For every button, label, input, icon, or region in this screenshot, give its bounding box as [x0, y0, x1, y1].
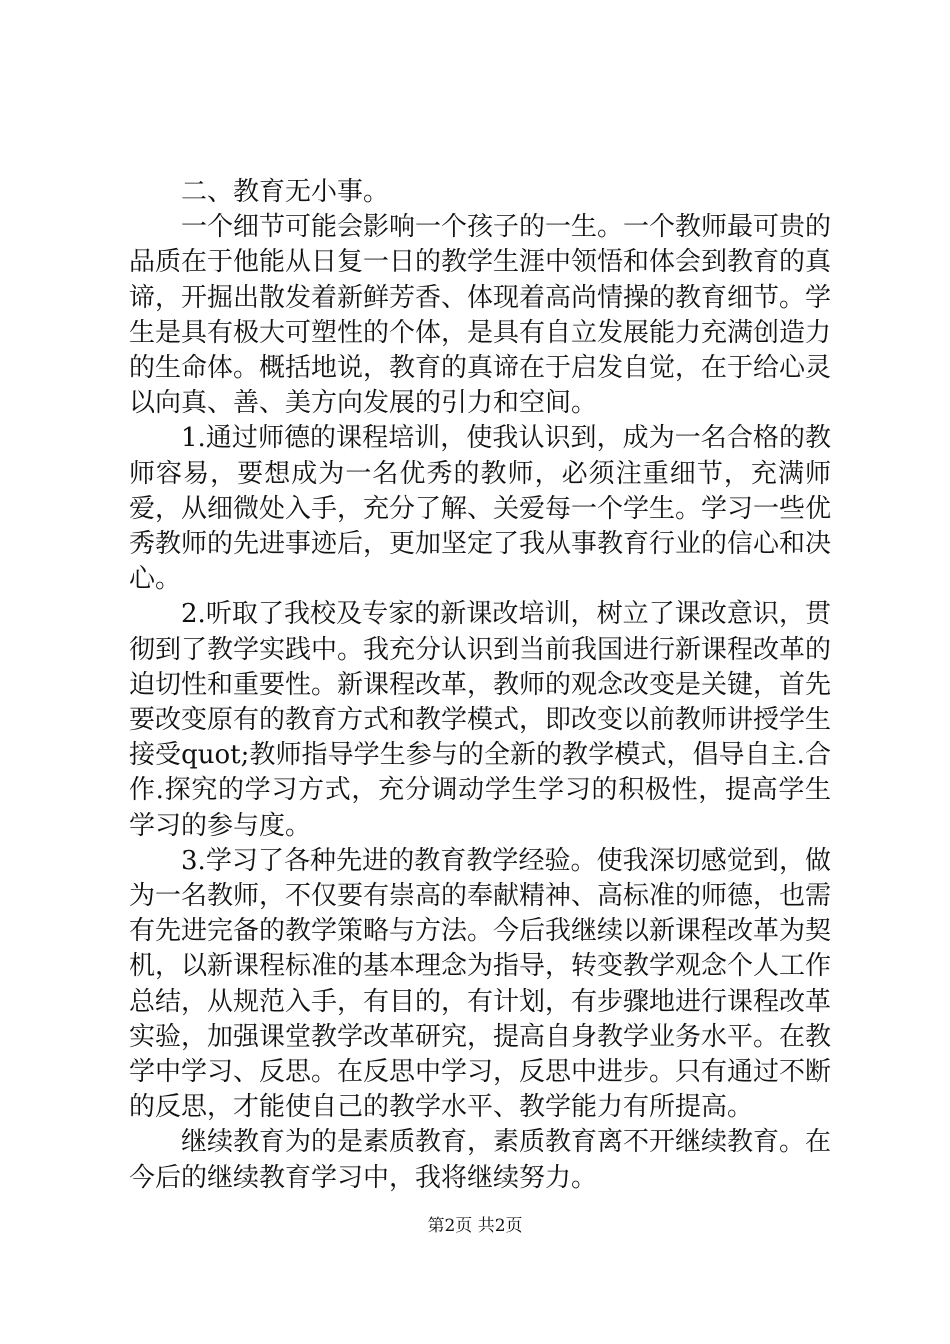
section-heading: 二、教育无小事。 — [181, 177, 390, 207]
paragraph-point-3: 3.学习了各种先进的教育教学经验。使我深切感觉到，做为一名教师，不仅要有崇高的奉献精神、高标准的师德，也需有先进完备的教学策略与方法。今后我继续以新课程改革为契机，以新课程标准的基本理念为指导，转变教学观念个人工作总结，从规范入手，有目的，有计划，有步骤地进行课程改革实验，加强课堂教学改革研究，提高自身教学业务水平。在教学中学习、反思。在反思中学习，反思中进步。只有通过不断的反思，才能使自己的教学水平、教学能力有所提高。 — [129, 845, 832, 1123]
paragraph-point-2: 2.听取了我校及专家的新课改培训，树立了课改意识，贯彻到了教学实践中。我充分认识到当前我国进行新课程改革的迫切性和重要性。新课程改革，教师的观念改变是关键，首先要改变原有的教育方式和教学模式，即改变以前教师讲授学生接受quot;教师指导学生参与的全新的教学模式，倡导自主.合作.探究的学习方式，充分调动学生学习的积极性，提高学生学习的参与度。 — [129, 599, 832, 841]
paragraph-intro: 一个细节可能会影响一个孩子的一生。一个教师最可贵的品质在于他能从日复一日的教学生涯中领悟和体会到教育的真谛，开掘出散发着新鲜芳香、体现着高尚情操的教育细节。学生是具有极大可塑性的个体，是具有自立发展能力充满创造力的生命体。概括地说，教育的真谛在于启发自觉，在于给心灵以向真、善、美方向发展的引力和空间。 — [129, 212, 832, 419]
paragraph-conclusion: 继续教育为的是素质教育，素质教育离不开继续教育。在今后的继续教育学习中，我将继续努力。 — [129, 1127, 832, 1193]
page-number-footer: 第2页 共2页 — [427, 1216, 523, 1236]
paragraph-point-1: 1.通过师德的课程培训，使我认识到，成为一名合格的教师容易，要想成为一名优秀的教师，必须注重细节，充满师爱，从细微处入手，充分了解、关爱每一个学生。学习一些优秀教师的先进事迹后，更加坚定了我从事教育行业的信心和决心。 — [129, 423, 832, 595]
document-body — [129, 175, 831, 1196]
